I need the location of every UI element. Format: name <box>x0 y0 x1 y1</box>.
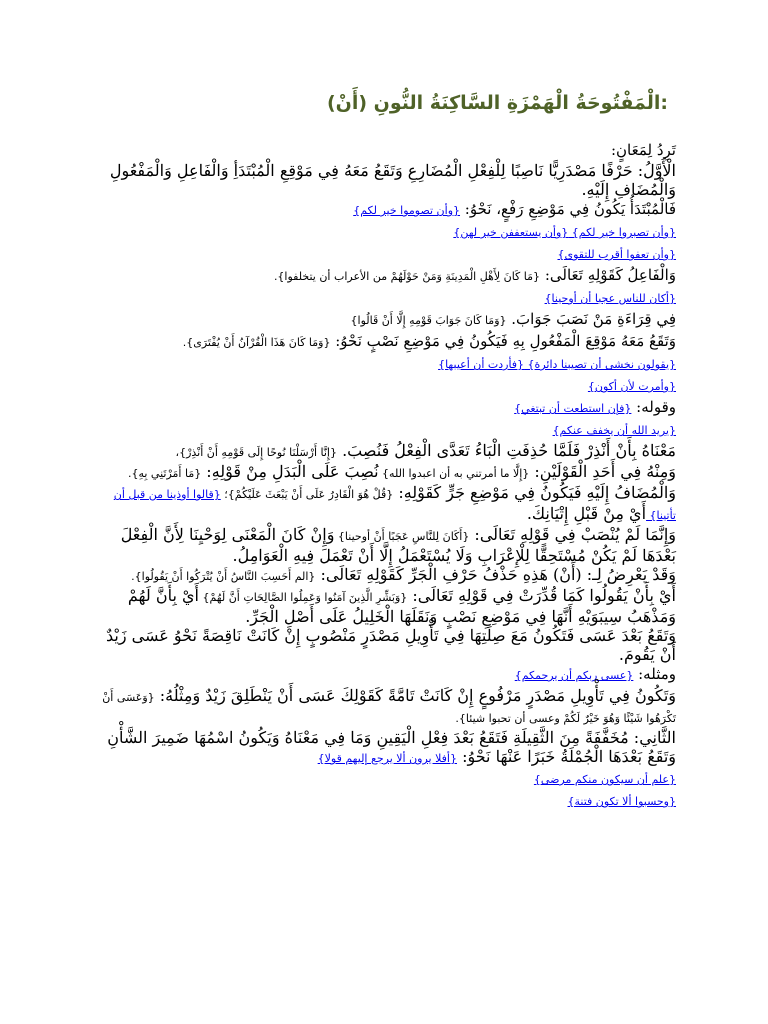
text-line <box>92 161 676 199</box>
body-text: أَيْ بِأَنْ يَقُولُوا كَمَا قُدِّرَتْ فِي قَوْلِهِ تَعَالَى: <box>407 586 676 605</box>
verse-link[interactable]: {أفلا يرون ألا يرجع إليهم قولا} <box>317 752 457 765</box>
body-text: نُصِبَ عَلَى الْبَدَلِ مِنْ قَوْلِهِ: <box>201 462 379 481</box>
verse-quote: {وَعَسَى أَنْ تَكْرَهُوا شَيْئًا وَهُوَ خَيْرٌ لَكُمْ وعسى أن تحبوا شيئا}. <box>102 691 676 725</box>
verse-link[interactable]: {علم أن سيكون منكم مرضى} <box>533 773 676 786</box>
verse-quote: {إِنَّا أَرْسَلْنَا نُوحًا إِلَى قَوْمِهِ أَنْ أَنْذِرْ}، <box>175 446 337 459</box>
verse-link[interactable]: {فإن استطعت أن تبتغي} <box>514 402 632 415</box>
verse-quote: {وَمَا كَانَ جَوَابَ قَوْمِهِ إِلَّا أَنْ قَالُوا} <box>350 314 507 327</box>
verse-quote: {وَبَشِّرِ الَّذِينَ آمَنُوا وَعَمِلُوا الصَّالِحَاتِ أَنَّ لَهُمْ} <box>198 591 408 604</box>
body-text: تَرِدُ لِمَعَانٍ: <box>610 141 676 159</box>
verse-link[interactable]: {وأن تصبروا خير لكم} <box>568 226 676 239</box>
body-text: فَالْمُبْتَدَأُ يَكُونُ فِي مَوْضِعِ رَفْعٍ، نَحْوُ: <box>460 200 676 218</box>
text-line <box>92 375 676 397</box>
verse-link[interactable]: {عسى ربكم أن يرحمكم} <box>514 669 634 682</box>
text-line <box>92 397 676 419</box>
text-line <box>92 525 676 565</box>
verse-link[interactable]: {فأردت أن أعيبها} <box>438 358 525 371</box>
verse-quote: {مَا كَانَ لِأَهْلِ الْمَدِينَةِ وَمَنْ حَوْلَهُمْ من الأعراب أن يتخلفوا}. <box>273 270 541 283</box>
verse-quote: {قُلْ هُوَ الْقَادِرُ عَلَى أَنْ يَبْعَثَ عَلَيْكُمْ}؛ <box>220 488 394 501</box>
body-text: الْأَوَّلُ: حَرْفًا مَصْدَرِيًّا نَاصِبًا لِلْفِعْلِ الْمُضَارِعِ وَتَقَعُ مَعَهُ فِي مَوْقِعِ الْمُبْتَدَأِ وَالْفَاعِلِ وَالْمَفْعُولِ وَالْمُضَافِ إِلَيْهِ. <box>109 161 676 199</box>
verse-link[interactable]: {يقولون نخشى أن تصيبنا دائرة} <box>524 358 676 371</box>
body-text: ومثله: <box>633 665 676 683</box>
text-line <box>92 353 676 375</box>
text-line <box>92 331 676 353</box>
body-text: وَالْفَاعِلُ كَقَوْلِهِ تَعَالَى: <box>540 266 676 284</box>
verse-quote: {وَمَا كَانَ هَذَا الْقُرْآنُ أَنْ يُفْتَرَى}. <box>182 336 331 349</box>
body-text: وَمِنْهُ فِي أَحَدِ الْقَوْلَيْنِ: <box>529 462 676 481</box>
text-line <box>92 419 676 441</box>
verse-quote: {إِلَّا ما أمرتني به أن اعبدوا الله} <box>378 467 530 480</box>
text-line <box>92 626 676 664</box>
verse-quote: {مَا أَمَرْتَنِي بِهِ}. <box>127 467 202 480</box>
verse-link[interactable]: {يريد الله أن يخفف عنكم} <box>552 424 676 437</box>
text-line <box>92 565 676 586</box>
body-text: وقوله: <box>631 398 676 416</box>
text-line <box>92 243 676 265</box>
document-body <box>92 140 676 812</box>
body-text: وَقَدْ يَعْرِضُ لِـ: (أَنْ) هَذِهِ حَذْفُ حَرْفِ الْجَرِّ كَقَوْلِهِ تَعَالَى: <box>315 565 676 584</box>
text-line <box>92 462 676 483</box>
text-line <box>92 686 676 728</box>
body-text: وَتَقَعُ مَعَهُ مَوْقِعَ الْمَفْعُولِ بِهِ فَيَكُونُ فِي مَوْضِعِ نَصْبٍ نَحْوُ: <box>330 332 676 350</box>
text-line <box>92 441 676 462</box>
text-line <box>92 728 676 768</box>
body-text: مَعْنَاهُ بِأَنْ أَنْذِرْ فَلَمَّا حُذِفَتِ الْبَاءُ تَعَدَّى الْفِعْلُ فَنُصِبَ. <box>336 441 676 460</box>
text-line <box>92 221 676 243</box>
verse-quote: {الم أَحَسِبَ النَّاسُ أَنْ يُتْرَكُوا أَنْ يَقُولُوا}. <box>131 570 316 583</box>
verse-link[interactable]: {أكان للناس عجبا أن أوحينا} <box>544 292 676 305</box>
body-text: وَتَكُونُ فِي تَأْوِيلِ مَصْدَرٍ مَرْفُوعٍ إِنْ كَانَتْ تَامَّةً كَقَوْلِكَ عَسَى أَنْ يَنْطَلِقَ زَيْدٌ وَمِثْلُهُ: <box>154 686 676 705</box>
text-line <box>92 790 676 812</box>
text-line <box>92 309 676 331</box>
text-line <box>92 199 676 221</box>
verse-link[interactable]: {وأن تصوموا خير لكم} <box>353 204 461 217</box>
body-text: أَيْ بِأَنَّ لَهُمْ وَمَذْهَبُ سِيبَوَيْهِ أَنَّهَا فِي مَوْضِعِ نَصْبٍ وَنَقَلَهَا الْخَلِيلُ عَلَى أَصْلِ الْجَرِّ. <box>127 586 676 626</box>
body-text: الثَّانِي: مُخَفَّفَةً مِنَ الثَّقِيلَةِ فَتَقَعُ بَعْدَ فِعْلِ الْيَقِينِ وَمَا فِي مَعْنَاهُ وَيَكُونُ اسْمُهَا ضَمِيرَ الشَّأْنِ وَتَقَعُ بَعْدَهَا الْجُمْلَةُ خَبَرًا عَنْهَا نَحْوُ: <box>107 728 676 766</box>
text-line <box>92 140 676 161</box>
text-line <box>92 287 676 309</box>
verse-link[interactable]: {وأن تعفوا أقرب للتقوى} <box>557 248 676 261</box>
body-text: وَالْمُضَافُ إِلَيْهِ فَيَكُونُ فِي مَوْضِعِ جَرٍّ كَقَوْلِهِ: <box>393 483 676 502</box>
body-text: وَإِنَّمَا لَمْ يُنْصَبْ فِي قَوْلِهِ تَعَالَى: <box>469 525 676 544</box>
body-text: وَتَقَعُ بَعْدَ عَسَى فَتَكُونُ مَعَ صِلَتِهَا فِي تَأْوِيلِ مَصْدَرٍ مَنْصُوبٍ إِنْ كَانَتْ نَاقِصَةً نَحْوُ عَسَى زَيْدٌ أَنْ يَقُومَ. <box>105 626 676 664</box>
text-line <box>92 265 676 287</box>
body-text: أَيْ مِنْ قَبْلِ إِتْيَانِكَ. <box>526 504 647 523</box>
verse-link[interactable]: {وحسبوا ألا تكون فتنة} <box>567 795 676 808</box>
text-line <box>92 483 676 525</box>
body-text: فِي قِرَاءَةِ مَنْ نَصَبَ جَوَابَ. <box>506 310 676 328</box>
verse-link[interactable]: {قالوا أوذينا من قبل أن تأتينا} <box>113 488 676 522</box>
text-line <box>92 664 676 686</box>
verse-link[interactable]: {وأن يستعففن خير لهن} <box>453 226 569 239</box>
verse-quote: {أَكَانَ لِلنَّاسِ عَجَبًا أَنْ أوحينا} <box>334 530 470 543</box>
verse-link[interactable]: {وأمرت لأن أكون} <box>587 380 676 393</box>
body-text: وَإِنْ كَانَ الْمَعْنَى لِوَحْيِنَا لِأَنَّ الْفِعْلَ بَعْدَهَا لَمْ يَكُنْ مُسْتَحِقًّا لِلْإِعْرَابِ وَلَا يُسْتَعْمَلُ إِلَّا أَنْ تَعْمَلَ فِيهِ الْعَوَامِلُ. <box>120 525 676 565</box>
page-title: :الْمَفْتُوحَةُ الْهَمْزَةِ السَّاكِنَةُ النُّونِ (أَنْ) <box>326 92 668 114</box>
text-line <box>92 586 676 626</box>
text-line <box>92 768 676 790</box>
